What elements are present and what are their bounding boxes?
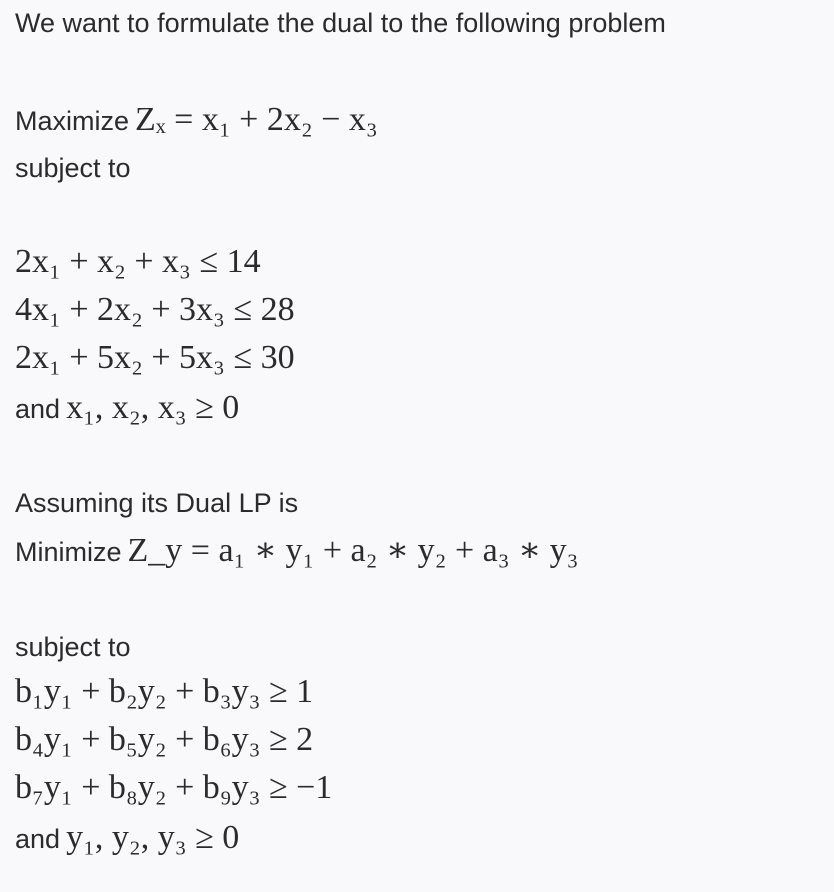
primal-nonnegativity — [15, 390, 239, 427]
intro-text: We want to formulate the dual to the following problem — [15, 8, 666, 38]
dual-objective — [15, 533, 579, 570]
dual-nonneg-formula: y₁, y₂, y₃ ≥ 0 — [66, 819, 240, 856]
dual-objective-label: Minimize — [15, 537, 122, 567]
primal-constraint-3: 2x₁ + 5x₂ + 5x₃ ≤ 30 — [15, 339, 295, 376]
dual-subject-to: subject to — [15, 632, 131, 662]
dual-nonneg-label: and — [15, 824, 61, 854]
dual-constraint-1: b₁y₁ + b₂y₂ + b₃y₃ ≥ 1 — [15, 673, 314, 710]
dual-nonnegativity — [15, 820, 239, 857]
dual-constraint-3: b₇y₁ + b₈y₂ + b₉y₃ ≥ −1 — [15, 769, 333, 806]
primal-constraint-2: 4x₁ + 2x₂ + 3x₃ ≤ 28 — [15, 291, 295, 328]
dual-assumption: Assuming its Dual LP is — [15, 488, 299, 518]
primal-subject-to: subject to — [15, 153, 131, 183]
primal-objective — [15, 102, 378, 139]
primal-objective-label: Maximize — [15, 106, 130, 136]
primal-nonneg-formula: x₁, x₂, x₃ ≥ 0 — [66, 389, 240, 426]
dual-constraint-2: b₄y₁ + b₅y₂ + b₆y₃ ≥ 2 — [15, 721, 314, 758]
primal-constraint-1: 2x₁ + x₂ + x₃ ≤ 14 — [15, 243, 261, 280]
primal-nonneg-label: and — [15, 394, 61, 424]
primal-objective-formula: Zₓ = x₁ + 2x₂ − x₃ — [135, 101, 378, 138]
dual-objective-formula: Z_y = a₁ ∗ y₁ + a₂ ∗ y₂ + a₃ ∗ y₃ — [127, 532, 579, 569]
